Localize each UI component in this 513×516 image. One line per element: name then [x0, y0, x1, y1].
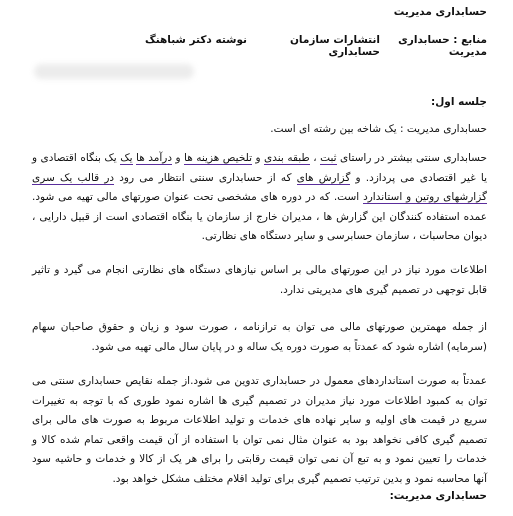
sources-label: منابع : حسابداری مدیریت	[398, 34, 487, 58]
paragraph-financial-statements: از جمله مهمترین صورتهای مالی می توان به ترازنامه ، صورت سود و زیان و حقوق صاحبان سهام (سرمایه) اشاره شود که عمدتاً به صورت دوره یک ساله و در پایان سال مالی تهیه می شود.	[32, 321, 487, 353]
paragraph-definition: حسابداری مدیریت : یک شاخه بین رشته ای است.	[270, 123, 487, 135]
text-run: و	[172, 152, 185, 164]
section-heading: حسابداری مدیریت:	[389, 490, 487, 502]
paragraph-information-needs: اطلاعات مورد نیاز در این صورتهای مالی بر اساس نیازهای دستگاه های نظارتی انجام می گیرد و تاثیر قابل توجهی در تصمیم گیری های مدیریتی ندارد.	[32, 264, 487, 296]
underlined-term: درآمد ها	[136, 152, 173, 164]
underlined-term: گزارش های	[296, 171, 351, 184]
text-run: است. که در دوره های مشخصی تحت عنوان صورتهای مالی تهیه می شود. عمده استفاده کنندگان این گزارش ها ، مدیران خارج از سازمان یا بنگاه اقتصادی است از قبیل دارایی ، دیوان محاسبات ، سازمان حسابرسی و سایر دستگاه های نظارتی.	[32, 191, 487, 243]
paragraph-shortcomings: عمدتاً به صورت استانداردهای معمول در حسابداری تدوین می شود.از جمله نقایص حسابداری سنتی می توان به کمبود اطلاعات مورد نیاز مدیران در تصمیم گیری ها اشاره نمود طوری که با توجه به تغییرات سریع در قیمت های اولیه و سایر نهاده های خدمات و تولید اطلاعات مربوط به صورت های مالی برای تصمیم گیری کافی نخواهد بود به عنوان مثال نمی توان با استفاده از آن قیمت واقعی تمام شده کالا و خدمات را تعیین نمود و به تبع آن نمی توان قیمت رقابتی را برای هر یک از کالا و خدمات و حاشیه سود آنها محاسبه نمود و بدین ترتیب تصمیم گیری برای تولید اقلام مختلف مشکل خواهد بود.	[32, 375, 487, 485]
underlined-term: طبقه بندی	[264, 152, 310, 164]
session-heading: جلسه اول:	[431, 96, 487, 108]
underlined-term: در قالب یک سری گزارشهای روتین و استاندارد	[32, 171, 488, 204]
page-title: حسابداری مدیریت	[393, 6, 487, 18]
publisher-text: انتشارات سازمان حسابداری	[289, 34, 380, 58]
blurred-region	[34, 64, 194, 79]
author-text: نوشته دکتر شباهنگ	[144, 34, 247, 46]
text-run: و	[252, 152, 265, 164]
text-run: ،	[309, 152, 321, 164]
text-run: یک بنگاه اقتصادی و یا غیر اقتصادی می پردازد. و	[32, 152, 487, 184]
underlined-term: یک	[120, 152, 133, 164]
underlined-term: تلخیص هزینه ها	[184, 152, 252, 164]
text-run: حسابداری سنتی بیشتر در راستای	[336, 152, 488, 164]
underlined-term: ثبت	[320, 152, 337, 164]
text-run: که از حسابداری سنتی انتظار می رود	[114, 171, 297, 184]
paragraph-traditional-accounting	[32, 149, 487, 247]
sources-line	[80, 34, 487, 58]
